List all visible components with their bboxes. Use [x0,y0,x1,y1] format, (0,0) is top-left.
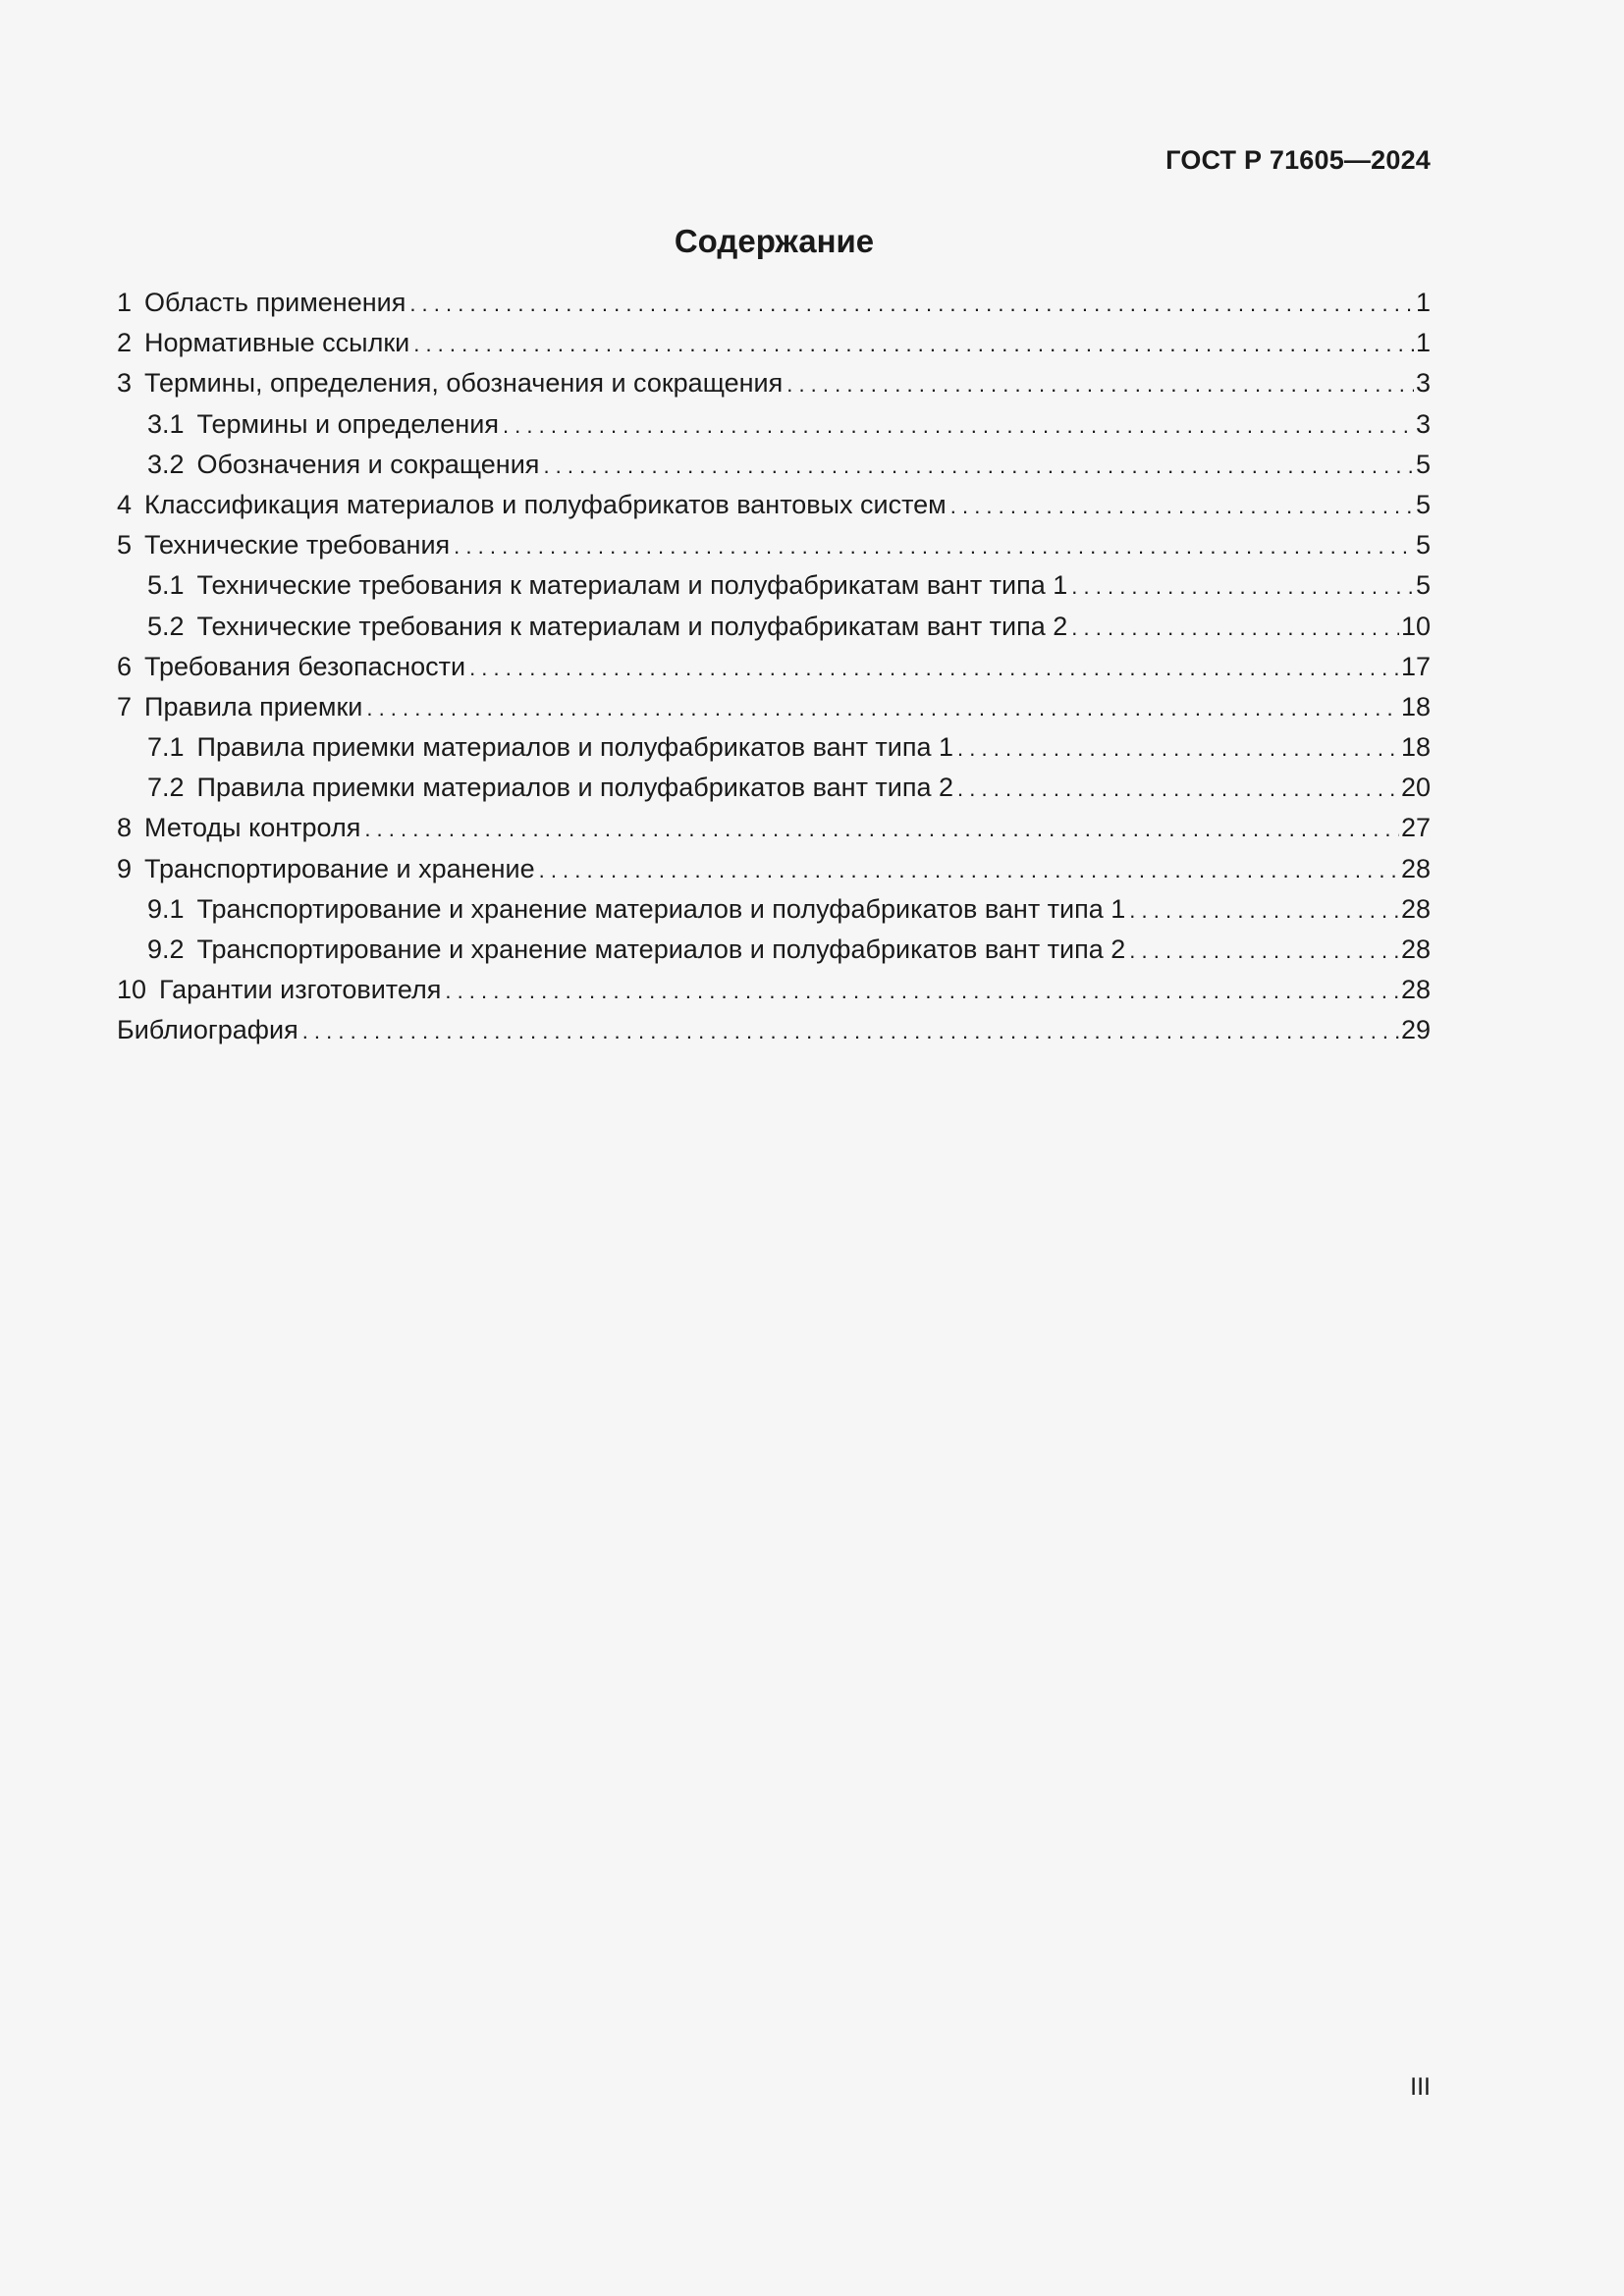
toc-entry-page: 17 [1400,651,1431,681]
toc-entry-title: Технические требования [144,530,451,561]
toc-entry-number: 9.2 [147,934,185,964]
toc-entry-title: Транспортирование и хранение материалов и полуфабрикатов вант типа 1 [196,893,1126,924]
toc-leader-dots [302,1014,1399,1049]
toc-entry-number: 4 [117,489,133,519]
toc-entry-page: 1 [1415,328,1431,358]
toc-entry-number: 5.2 [147,611,185,641]
toc-entry-title: Нормативные ссылки [144,328,410,358]
toc-leader-dots [469,651,1399,686]
toc-subentry[interactable] [117,729,1431,770]
toc-leader-dots [409,287,1414,322]
toc-entry-number: 5.1 [147,570,185,601]
toc-entry-number: 7.1 [147,732,185,763]
toc-entry[interactable] [117,325,1431,365]
toc-entry-title: Правила приемки материалов и полуфабрикатов вант типа 1 [196,732,954,763]
toc-entry-page: 28 [1400,893,1431,924]
toc-subentry[interactable] [117,567,1431,608]
toc-entry-title: Транспортирование и хранение материалов и полуфабрикатов вант типа 2 [196,934,1126,964]
toc-subentry[interactable] [117,932,1431,972]
toc-entry-title: Классификация материалов и полуфабрикатов вантовых систем [144,489,947,519]
toc-entry-page: 10 [1400,611,1431,641]
toc-entry-title: Правила приемки [144,691,363,721]
toc-leader-dots [454,529,1414,564]
toc-leader-dots [957,731,1399,767]
toc-entry[interactable] [117,851,1431,891]
toc-entry-number: 2 [117,328,133,358]
toc-entry-title: Транспортирование и хранение [144,853,535,883]
toc-leader-dots [413,327,1414,362]
toc-entry-number: 3.2 [147,449,185,479]
toc-entry-title: Технические требования к материалам и полуфабрикатам вант типа 1 [196,570,1068,601]
toc-leader-dots [539,853,1399,888]
toc-entry-page: 28 [1400,853,1431,883]
toc-subentry[interactable] [117,770,1431,810]
toc-entry[interactable] [117,689,1431,729]
toc-entry-title: Библиография [117,1015,298,1045]
toc-entry[interactable] [117,285,1431,325]
toc-subentry[interactable] [117,406,1431,447]
toc-leader-dots [950,489,1414,524]
toc-entry-title: Термины и определения [196,408,499,439]
toc-entry-number: 9 [117,853,133,883]
toc-entry[interactable] [117,365,1431,405]
toc-entry[interactable] [117,810,1431,850]
table-of-contents [117,285,1431,1053]
toc-entry-page: 28 [1400,975,1431,1005]
toc-entry-page: 5 [1415,449,1431,479]
toc-entry-page: 5 [1415,530,1431,561]
toc-subentry[interactable] [117,609,1431,649]
toc-entry-number: 5 [117,530,133,561]
toc-leader-dots [786,367,1414,402]
toc-entry-number: 3.1 [147,408,185,439]
toc-leader-dots [1071,569,1414,605]
toc-entry-number: 1 [117,288,133,317]
toc-entry-title: Обозначения и сокращения [196,449,540,479]
toc-entry-bibliography[interactable] [117,1012,1431,1052]
toc-entry[interactable] [117,527,1431,567]
toc-entry-title: Требования безопасности [144,651,466,681]
toc-leader-dots [957,772,1399,807]
toc-entry-page: 29 [1400,1015,1431,1045]
toc-leader-dots [364,812,1399,847]
toc-leader-dots [543,449,1414,484]
toc-entry-page: 27 [1400,813,1431,843]
page-number: III [1410,2073,1431,2101]
document-code: ГОСТ Р 71605—2024 [1165,145,1431,175]
toc-leader-dots [366,691,1399,726]
toc-entry-page: 3 [1415,368,1431,399]
toc-entry-page: 28 [1400,934,1431,964]
toc-entry-page: 18 [1400,732,1431,763]
toc-leader-dots [1129,934,1399,969]
toc-entry-page: 5 [1415,570,1431,601]
toc-entry-title: Правила приемки материалов и полуфабрикатов вант типа 2 [196,773,954,803]
toc-entry-number: 6 [117,651,133,681]
toc-entry-title: Гарантии изготовителя [159,975,442,1005]
toc-entry-page: 3 [1415,408,1431,439]
toc-leader-dots [1129,893,1399,929]
toc-entry-title: Технические требования к материалам и полуфабрикатам вант типа 2 [196,611,1068,641]
toc-entry-page: 5 [1415,489,1431,519]
toc-entry-number: 8 [117,813,133,843]
toc-entry-title: Область применения [144,288,406,317]
toc-entry[interactable] [117,487,1431,527]
toc-entry-number: 7.2 [147,773,185,803]
toc-title: Содержание [674,223,875,259]
toc-entry[interactable] [117,649,1431,689]
toc-leader-dots [445,974,1399,1009]
toc-entry-page: 20 [1400,773,1431,803]
toc-entry-number: 3 [117,368,133,399]
toc-leader-dots [503,408,1414,444]
toc-entry[interactable] [117,972,1431,1012]
toc-entry-title: Методы контроля [144,813,361,843]
toc-entry-number: 7 [117,691,133,721]
toc-subentry[interactable] [117,447,1431,487]
toc-entry-title: Термины, определения, обозначения и сокращения [144,368,784,399]
toc-subentry[interactable] [117,891,1431,932]
toc-leader-dots [1071,611,1399,646]
toc-entry-page: 18 [1400,691,1431,721]
toc-entry-number: 10 [117,975,147,1005]
toc-entry-page: 1 [1415,288,1431,317]
toc-entry-number: 9.1 [147,893,185,924]
